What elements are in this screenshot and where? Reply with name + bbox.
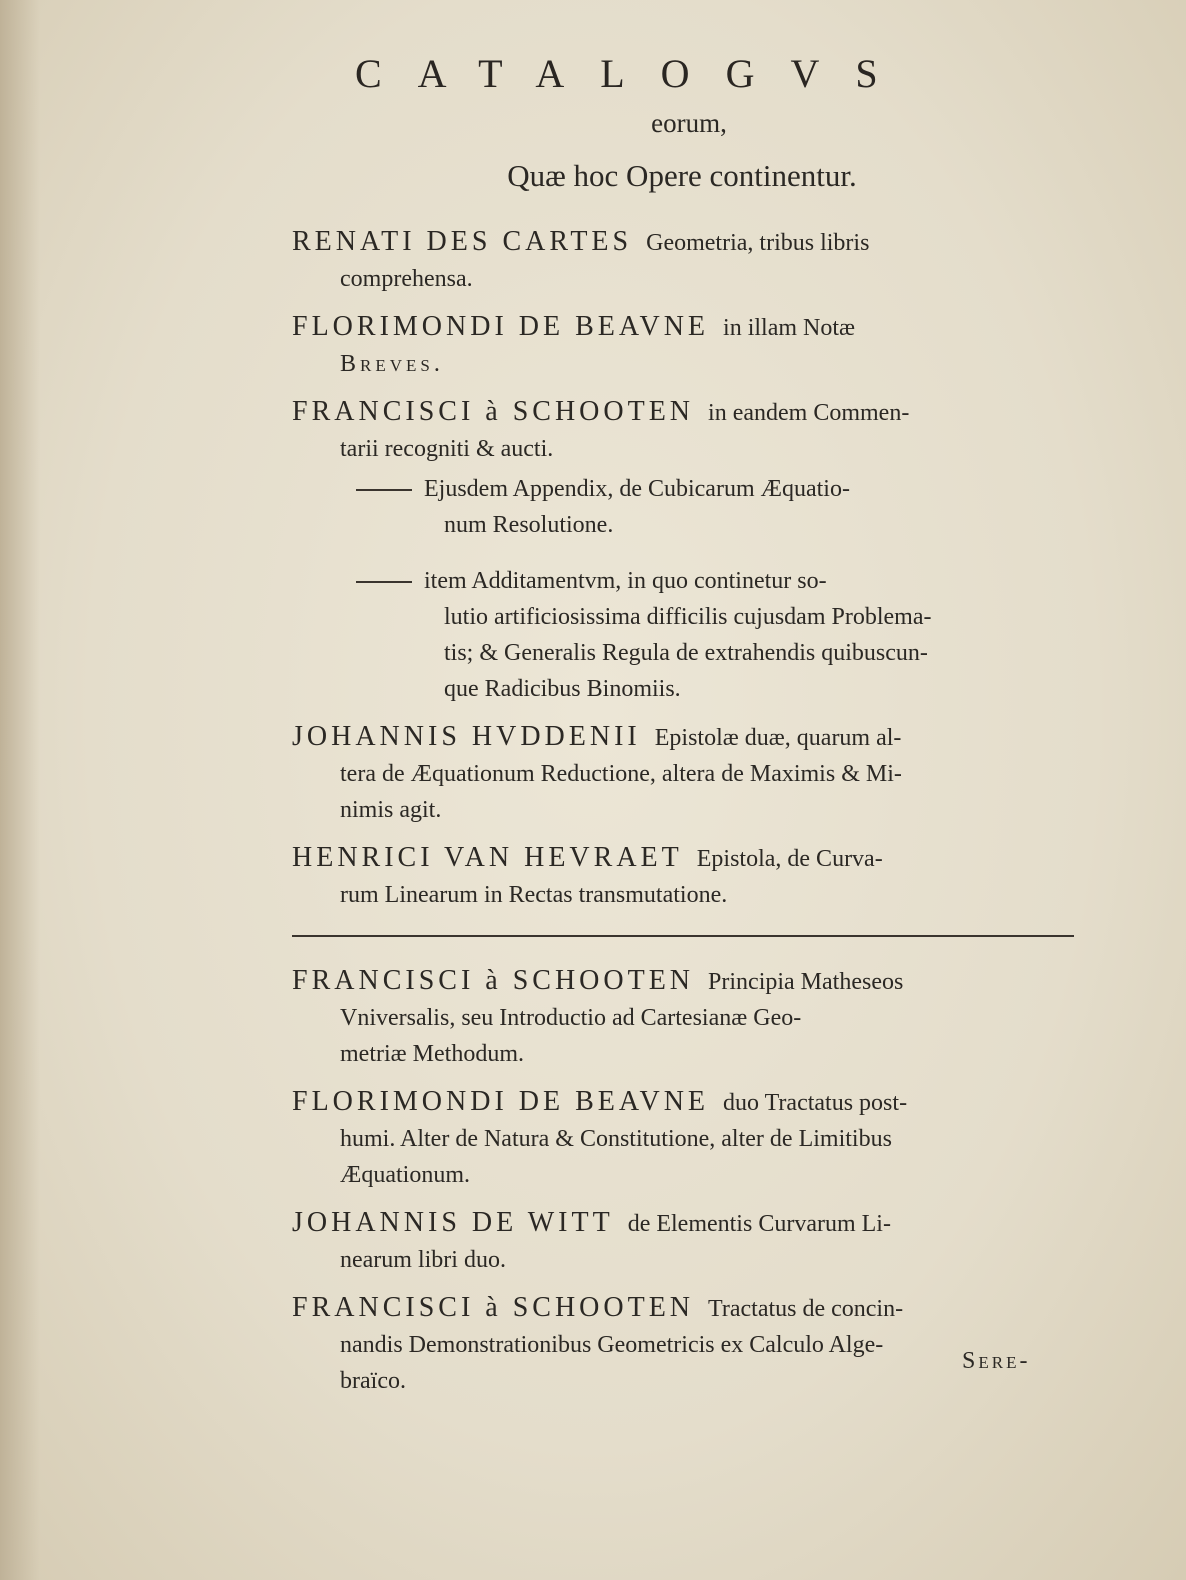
- entry-author: FRANCISCI à SCHOOTEN: [292, 965, 695, 996]
- entry-text: braïco.: [340, 1368, 406, 1394]
- entry-text: rum Linearum in Rectas transmutatione.: [340, 882, 728, 908]
- dash-rule: [356, 581, 412, 583]
- dash-rule: [356, 489, 412, 491]
- catchword: Sere-: [962, 1348, 1031, 1374]
- subtitle-line-1: eorum,: [651, 108, 727, 138]
- entry-author: HENRICI VAN HEVRAET: [292, 842, 683, 873]
- page-title: CATALOGVS: [355, 51, 914, 96]
- entry-text: humi. Alter de Natura & Constitutione, alter de Limitibus: [340, 1126, 892, 1152]
- catalog-subentry: [292, 563, 1074, 707]
- subentry-text: item Additamentvm, in quo continetur so-: [424, 568, 827, 594]
- subentry-text: Ejusdem Appendix, de Cubicarum Æquatio-: [424, 476, 850, 502]
- entry-text: in eandem Commen-: [708, 400, 910, 426]
- entry-text: nandis Demonstrationibus Geometricis ex Calculo Alge-: [340, 1332, 884, 1358]
- entry-text: nearum libri duo.: [340, 1247, 506, 1273]
- entry-author: JOHANNIS HVDDENII: [292, 721, 641, 752]
- entry-text: Epistola, de Curva-: [696, 846, 883, 872]
- catalog-entry: [292, 719, 1074, 828]
- catalog-entries: [292, 224, 1074, 1411]
- entry-author: FRANCISCI à SCHOOTEN: [292, 1292, 695, 1323]
- subentry-text: tis; & Generalis Regula de extrahendis quibuscun-: [444, 640, 928, 666]
- entry-author: FLORIMONDI DE BEAVNE: [292, 1086, 710, 1117]
- subentry-text: num Resolutione.: [444, 512, 614, 538]
- section-divider: [292, 935, 1074, 937]
- entry-text: comprehensa.: [340, 266, 473, 292]
- entry-text: Breves.: [340, 351, 444, 377]
- entry-author: FLORIMONDI DE BEAVNE: [292, 311, 710, 342]
- subentry-text: que Radicibus Binomiis.: [444, 676, 681, 702]
- catalog-entry: [292, 840, 1074, 913]
- entry-author: FRANCISCI à SCHOOTEN: [292, 396, 695, 427]
- entry-text: Epistolæ duæ, quarum al-: [654, 725, 902, 751]
- catalog-entry: [292, 394, 1074, 467]
- entry-text: nimis agit.: [340, 797, 442, 823]
- catalog-entry: [292, 1084, 1074, 1193]
- entry-text: Æquationum.: [340, 1162, 470, 1188]
- entry-text: de Elementis Curvarum Li-: [627, 1211, 891, 1237]
- page-edge-shadow: [0, 0, 40, 1580]
- entry-text: tarii recogniti & aucti.: [340, 436, 554, 462]
- catalog-entry: [292, 224, 1074, 297]
- entry-text: duo Tractatus post-: [723, 1090, 908, 1116]
- catalog-entry: [292, 1205, 1074, 1278]
- catalog-subentry: [292, 471, 1074, 543]
- entry-text: in illam Notæ: [723, 315, 856, 341]
- entry-text: Tractatus de concin-: [708, 1296, 904, 1322]
- entry-text: Principia Matheseos: [708, 969, 904, 995]
- subentry-text: lutio artificiosissima difficilis cujusdam Problema-: [444, 604, 932, 630]
- entry-text: tera de Æquationum Reductione, altera de Maximis & Mi-: [340, 761, 902, 787]
- catalog-entry: [292, 963, 1074, 1072]
- entry-author: RENATI DES CARTES: [292, 226, 633, 257]
- entry-text: Vniversalis, seu Introductio ad Cartesianæ Geo-: [340, 1005, 802, 1031]
- catalog-entry: [292, 309, 1074, 382]
- entry-text: metriæ Methodum.: [340, 1041, 524, 1067]
- catalog-entry: [292, 1290, 1074, 1399]
- entry-author: JOHANNIS DE WITT: [292, 1207, 614, 1238]
- entry-text: Geometria, tribus libris: [646, 230, 870, 256]
- subtitle-line-2: Quæ hoc Opere continentur.: [507, 158, 857, 193]
